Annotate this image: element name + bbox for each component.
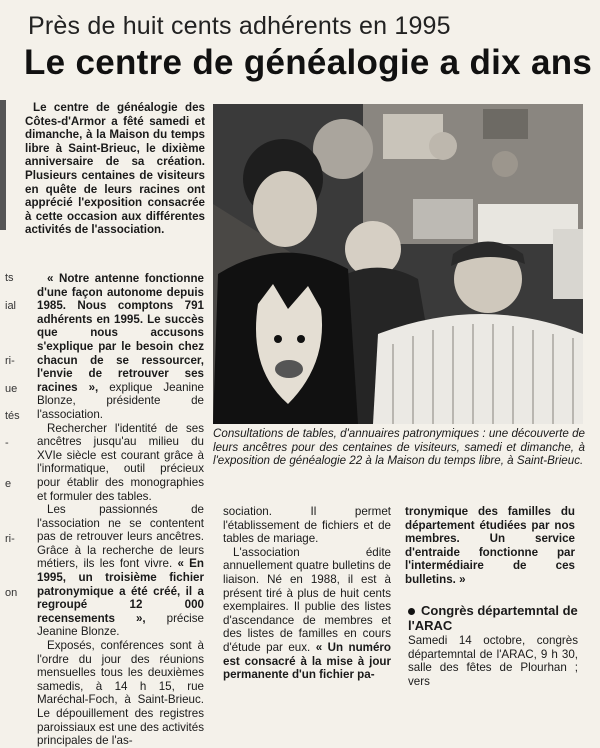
paragraph-3 xyxy=(37,503,204,639)
margin-fragment: ial xyxy=(5,300,17,312)
quote-bold-2: « En 1995, un troisième fichier patronymique a été créé, il a regroupé 12 000 recensements », xyxy=(37,557,204,625)
paragraph-7: tronymique des familles du département étudiées par nos membres. Un service d'entraide fonctionne par l'intermédiaire de ces bulletins. » xyxy=(405,505,575,586)
paragraph-4: Exposés, conférences sont à l'ordre du jour des réunions mensuelles tous les deuxièmes samedis, à 14 h 15, rue Maréchal-Foch, à Saint-Brieuc. Le dépouillement des registres paroissiaux est une des activités principales de l'as- xyxy=(37,639,204,748)
margin-fragment: on xyxy=(5,587,18,599)
quote-bold: « Notre antenne fonctionne d'une façon autonome depuis 1985. Nous comptons 791 adhérents en 1995. Le succès que nous accusons s'explique par le besoin chez chacun de se ressourcer, l'envie de retrouver ses racines », xyxy=(37,272,204,394)
article-lead: Le centre de généalogie des Côtes-d'Armor a fêté samedi et dimanche, à la Maison du temps libre à Saint-Brieuc, le dixième anniversaire de sa création. Plusieurs centaines de visiteurs en quête de leurs racines ont apprécié l'exposition consacrée à cette occasion aux différentes activités de l'association. xyxy=(25,101,205,237)
paragraph-5: sociation. Il permet l'établissement de fichiers et de tables de mariage. xyxy=(223,505,391,546)
paragraph-3-end: précise Jeanine Blonze. xyxy=(37,611,204,639)
subhead-text: Congrès départemntal de l'ARAC xyxy=(408,603,578,633)
bullet-icon xyxy=(408,608,415,615)
paragraph-8: Samedi 14 octobre, congrès départemntal de l'ARAC, 9 h 30, salle des fêtes de Plourhan ; vers xyxy=(408,634,578,688)
margin-fragment: ue xyxy=(5,383,18,395)
article-column-1 xyxy=(37,272,204,748)
article-column-2 xyxy=(223,505,391,682)
margin-fragment: ri- xyxy=(5,355,15,367)
article-headline: Le centre de généalogie a dix ans xyxy=(24,43,593,82)
quote-attribution: explique Jeanine Blonze, présidente de l'association. xyxy=(37,380,204,421)
quote-bold-3: « Un numéro est consacré à la mise à jour permanente d'un fichier pa- xyxy=(223,640,391,682)
article-photo xyxy=(213,104,583,424)
paragraph-3-text: Les passionnés de l'association ne se contentent pas de retrouver leurs ancêtres. Grâce à la recherche de leurs métiers, ils les font vivre. xyxy=(37,503,204,571)
photo-illustration xyxy=(213,104,583,424)
paragraph-2: Rechercher l'identité de ses ancêtres jusqu'au milieu du XVIe siècle est courant grâce à l'informatique, outil précieux pour établir des monographies et formuler des tables. xyxy=(37,421,204,503)
article-column-3 xyxy=(405,505,575,587)
margin-fragment: tés xyxy=(5,410,20,422)
paragraph-quote-1 xyxy=(37,272,204,422)
paragraph-6 xyxy=(223,546,391,682)
margin-fragment: - xyxy=(5,437,9,449)
left-margin-strip xyxy=(0,100,6,230)
margin-fragment: e xyxy=(5,478,12,490)
margin-fragment: ts xyxy=(5,272,14,284)
article-kicker: Près de huit cents adhérents en 1995 xyxy=(28,12,451,40)
section-subhead xyxy=(408,603,578,633)
paragraph-6-text: L'association édite annuellement quatre bulletins de liaison. Né en 1988, il est à présent tiré à plus de huit cents exemplaires. Il publie des listes d'ascendance de membres et des listes de familles en cours d'étude par eux. xyxy=(223,545,391,654)
margin-fragment: ri- xyxy=(5,533,15,545)
photo-caption: Consultations de tables, d'annuaires patronymiques : une découverte de leurs ancêtres pour des centaines de visiteurs, samedi et dimanche, à l'exposition de généalogie 22 à la Maison du temps libre, à Saint-Brieuc. xyxy=(213,427,585,468)
